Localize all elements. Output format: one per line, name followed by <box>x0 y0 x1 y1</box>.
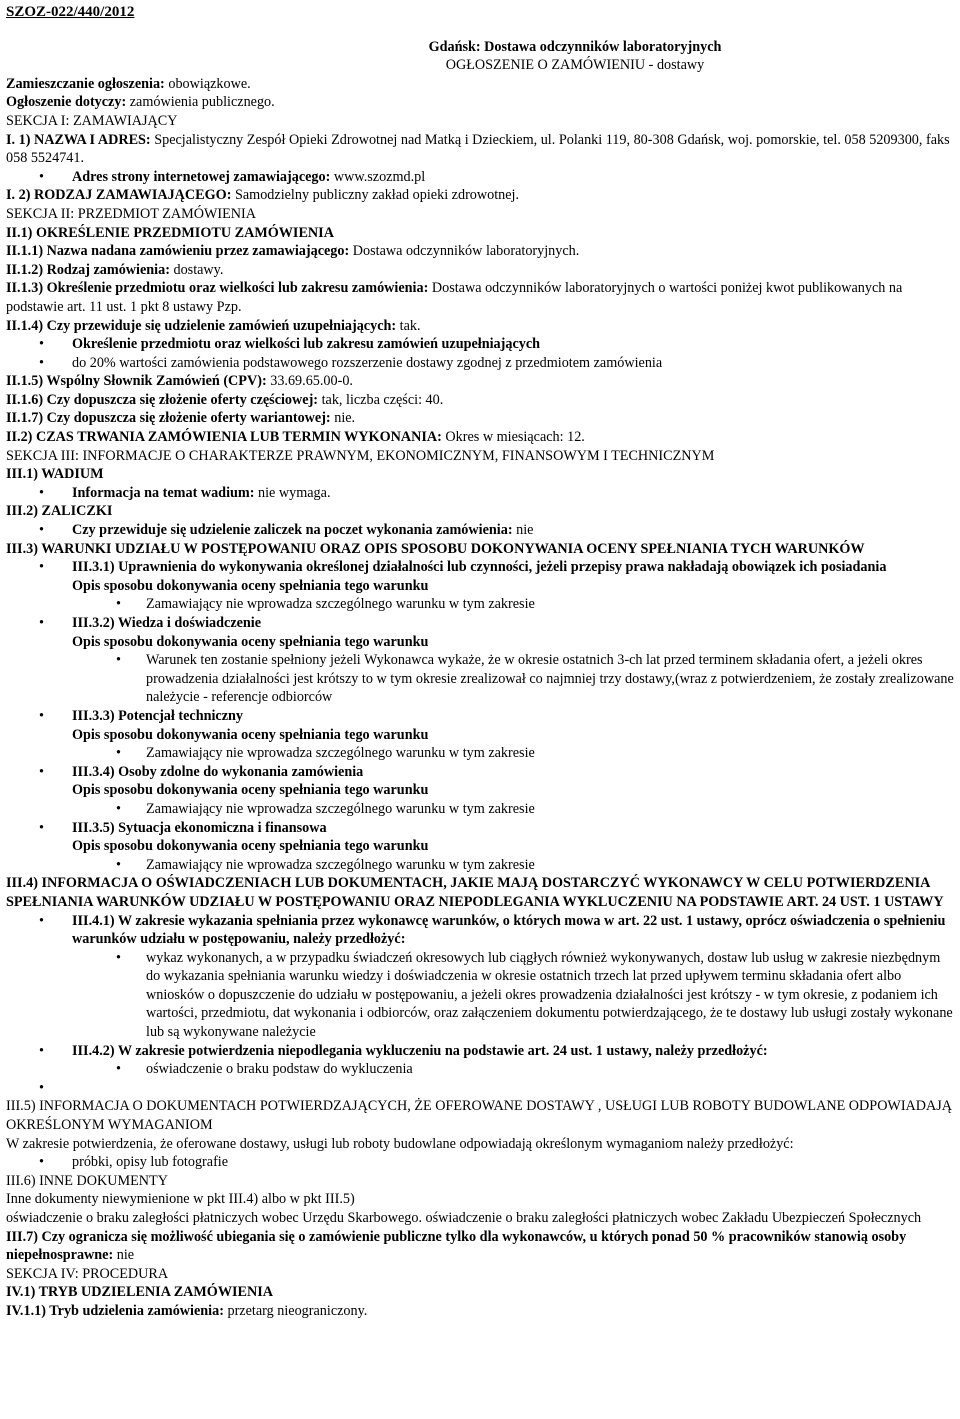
s3-h1: III.1) WADIUM <box>6 466 104 483</box>
s3-h5: III.5) INFORMACJA O DOKUMENTACH POTWIERDZAJĄCYCH, ŻE OFEROWANE DOSTAWY , USŁUGI LUB ROBOTY BUDOWLANE ODPOWIADAJĄ OKREŚLONYM WYMAGANIOM <box>6 1098 953 1134</box>
s3-h2-list <box>6 521 954 540</box>
name-address: I. 1) NAZWA I ADRES: Specjalistyczny Zespół Opieki Zdrowotnej nad Matką i Dzieckiem, ul. Polanki 119, 80-308 Gdańsk, woj. pomorskie, tel. 058 5209300, faks 058 5524741. <box>6 131 950 167</box>
s2-i4: II.1.4) Czy przewiduje się udzielenie zamówień uzupełniających: tak. <box>6 317 421 334</box>
section-3-heading: SEKCJA III: INFORMACJE O CHARAKTERZE PRAWNYM, EKONOMICZNYM, FINANSOWYM I TECHNICZNYM <box>6 447 715 464</box>
list-item: • III.3.3) Potencjał techniczny Opis sposobu dokonywania oceny spełniania tego warunku • Zamawiający nie wprowadza szczególnego warunku w tym zakresie <box>72 707 954 763</box>
list-item: • Określenie przedmiotu oraz wielkości lub zakresu zamówień uzupełniających <box>72 335 954 354</box>
list-item: • III.4.1) W zakresie wykazania spełniania przez wykonawcę warunków, o których mowa w art. 22 ust. 1 ustawy, oprócz oświadczenia o spełnieniu warunków udziału w postępowaniu, należy przedłożyć: • wykaz wykonanych, a w przypadku świadczeń okresowych lub ciągłych również wykonywanych, dostaw lub usług w zakresie niezbędnym do wykazania spełniania warunku wiedzy i doświadczenia w okresie ostatnich trzech lat przed upływem terminu składania ofert albo wniosków o dopuszczenie do udziału w postępowaniu, a jeżeli okres prowadzenia działalności jest krótszy - w tym okresie, z podaniem ich wartości, przedmiotu, dat wykonania i odbiorców, oraz załączeniem dokumentu potwierdzającego, że te dostawy lub usługi zostały wykonane lub są wykonywane należycie <box>72 912 954 1042</box>
s3-conditions-list <box>6 558 954 874</box>
s3-h5-text: W zakresie potwierdzenia, że oferowane dostawy, usługi lub roboty budowlane odpowiadają określonym wymaganiom należy przedłożyć: <box>6 1135 794 1152</box>
s3-h4: III.4) INFORMACJA O OŚWIADCZENIACH LUB DOKUMENTACH, JAKIE MAJĄ DOSTARCZYĆ WYKONAWCY W CELU POTWIERDZENIA SPEŁNIANIA WARUNKÓW UDZIAŁU W POSTĘPOWANIU ORAZ NIEPODLEGANIA WYKLUCZENIU NA PODSTAWIE ART. 24 UST. 1 USTAWY <box>6 875 944 910</box>
s4-i1: IV.1.1) Tryb udzielenia zamówienia: przetarg nieograniczony. <box>6 1302 368 1319</box>
list-item: • oświadczenie o braku podstaw do wykluczenia <box>146 1060 954 1079</box>
s3-h7: III.7) Czy ogranicza się możliwość ubiegania się o zamówienie publiczne tylko dla wykonawców, u których ponad 50 % pracowników stanowią osoby niepełnosprawne: nie <box>6 1228 907 1264</box>
s3-docs-list <box>6 912 954 1098</box>
s3-h6: III.6) INNE DOKUMENTY <box>6 1172 168 1189</box>
concerns-line: Ogłoszenie dotyczy: zamówienia publicznego. <box>6 94 275 111</box>
list-item: • Zamawiający nie wprowadza szczególnego warunku w tym zakresie <box>146 856 954 875</box>
list-item: • Warunek ten zostanie spełniony jeżeli Wykonawca wykaże, że w okresie ostatnich 3-ch lat przed terminem składania ofert, a jeżeli okres prowadzenia działalności jest krótszy to w tym okresie zrealizował co najmniej trzy dostawy,(wraz z potwierdzeniem, że zostały zrealizowane należycie - referencje odbiorców <box>146 651 954 707</box>
s3-h6-text2: oświadczenie o braku zaległości płatniczych wobec Urzędu Skarbowego. oświadczenie o braku zaległości płatniczych wobec Zakładu Ubezpieczeń Społecznych <box>6 1210 922 1226</box>
s2-i3: II.1.3) Określenie przedmiotu oraz wielkości lub zakresu zamówienia: Dostawa odczynników laboratoryjnych o wartości poniżej kwot publikowanych na podstawie art. 11 ust. 1 pkt 8 ustawy Pzp. <box>6 280 903 315</box>
signature: SZOZ-022/440/2012 <box>6 4 135 20</box>
list-item: • III.4.2) W zakresie potwierdzenia niepodlegania wykluczeniu na podstawie art. 24 ust. 1 ustawy, należy przedłożyć: • oświadczenie o braku podstaw do wykluczenia <box>72 1042 954 1079</box>
www-item: • Adres strony internetowej zamawiającego: www.szozmd.pl <box>72 168 954 187</box>
s2-i4-list <box>6 335 954 372</box>
s2-i6: II.1.6) Czy dopuszcza się złożenie oferty częściowej: tak, liczba części: 40. <box>6 391 444 408</box>
s3-h3: III.3) WARUNKI UDZIAŁU W POSTĘPOWANIU ORAZ OPIS SPOSOBU DOKONYWANIA OCENY SPEŁNIANIA TYCH WARUNKÓW <box>6 540 865 557</box>
list-item: • Zamawiający nie wprowadza szczególnego warunku w tym zakresie <box>146 595 954 614</box>
section-2-heading: SEKCJA II: PRZEDMIOT ZAMÓWIENIA <box>6 205 256 222</box>
list-item: • Informacja na temat wadium: nie wymaga. <box>72 484 954 503</box>
s4-h1: IV.1) TRYB UDZIELENIA ZAMÓWIENIA <box>6 1284 274 1301</box>
www-list <box>6 168 954 187</box>
buyer-type: I. 2) RODZAJ ZAMAWIAJĄCEGO: Samodzielny publiczny zakład opieki zdrowotnej. <box>6 187 520 204</box>
s3-h1-list <box>6 484 954 503</box>
section-4-heading: SEKCJA IV: PROCEDURA <box>6 1265 169 1282</box>
s3-h5-list <box>6 1153 954 1172</box>
list-item: • III.3.1) Uprawnienia do wykonywania określonej działalności lub czynności, jeżeli przepisy prawa nakładają obowiązek ich posiadania Opis sposobu dokonywania oceny spełniania tego warunku • Zamawiający nie wprowadza szczególnego warunku w tym zakresie <box>72 558 954 614</box>
s2-i1: II.1.1) Nazwa nadana zamówieniu przez zamawiającego: Dostawa odczynników laboratoryjnych. <box>6 243 580 260</box>
s2-h1: II.1) OKREŚLENIE PRZEDMIOTU ZAMÓWIENIA <box>6 224 334 241</box>
list-item: • wykaz wykonanych, a w przypadku świadczeń okresowych lub ciągłych również wykonywanych, dostaw lub usług w zakresie niezbędnym do wykazania spełniania warunku wiedzy i doświadczenia w okresie ostatnich trzech lat przed upływem terminu składania ofert albo wniosków o dopuszczenie do udziału w postępowaniu, a jeżeli okres prowadzenia działalności jest krótszy - w tym okresie, z podaniem ich wartości, przedmiotu, dat wykonania i odbiorców, oraz załączeniem dokumentu potwierdzającego, że te dostawy lub usługi zostały wykonane lub są wykonywane należycie <box>146 949 954 1042</box>
list-item: • III.3.5) Sytuacja ekonomiczna i finansowa Opis sposobu dokonywania oceny spełniania tego warunku • Zamawiający nie wprowadza szczególnego warunku w tym zakresie <box>72 819 954 875</box>
s2-i5: II.1.5) Wspólny Słownik Zamówień (CPV): 33.69.65.00-0. <box>6 373 353 390</box>
s3-h2: III.2) ZALICZKI <box>6 503 113 520</box>
list-item: • III.3.4) Osoby zdolne do wykonania zamówienia Opis sposobu dokonywania oceny spełniania tego warunku • Zamawiający nie wprowadza szczególnego warunku w tym zakresie <box>72 763 954 819</box>
s2-i2: II.1.2) Rodzaj zamówienia: dostawy. <box>6 261 224 278</box>
list-item: • Zamawiający nie wprowadza szczególnego warunku w tym zakresie <box>146 800 954 819</box>
list-item: • do 20% wartości zamówienia podstawowego rozszerzenie dostawy zgodnej z przedmiotem zamówienia <box>72 354 954 373</box>
s3-h6-text1: Inne dokumenty niewymienione w pkt III.4) albo w pkt III.5) <box>6 1191 355 1208</box>
list-item: • Zamawiający nie wprowadza szczególnego warunku w tym zakresie <box>146 744 954 763</box>
placement-line: Zamieszczanie ogłoszenia: obowiązkowe. <box>6 75 251 92</box>
list-item: • III.3.2) Wiedza i doświadczenie Opis sposobu dokonywania oceny spełniania tego warunku • Warunek ten zostanie spełniony jeżeli Wykonawca wykaże, że w okresie ostatnich 3-ch lat przed terminem składania ofert, a jeżeli okres prowadzenia działalności jest krótszy to w tym okresie zrealizował co najmniej trzy dostawy,(wraz z potwierdzeniem, że zostały zrealizowane należycie - referencje odbiorców <box>72 614 954 707</box>
notice-title: Gdańsk: Dostawa odczynników laboratoryjnych <box>428 38 722 55</box>
section-1-heading: SEKCJA I: ZAMAWIAJĄCY <box>6 112 178 129</box>
notice-subtitle: OGŁOSZENIE O ZAMÓWIENIU - dostawy <box>445 57 705 74</box>
s2-h2: II.2) CZAS TRWANIA ZAMÓWIENIA LUB TERMIN WYKONANIA: Okres w miesiącach: 12. <box>6 429 585 446</box>
list-item-empty <box>72 1079 954 1098</box>
list-item: • Czy przewiduje się udzielenie zaliczek na poczet wykonania zamówienia: nie <box>72 521 954 540</box>
s2-i7: II.1.7) Czy dopuszcza się złożenie oferty wariantowej: nie. <box>6 410 356 427</box>
list-item: • próbki, opisy lub fotografie <box>72 1153 954 1172</box>
